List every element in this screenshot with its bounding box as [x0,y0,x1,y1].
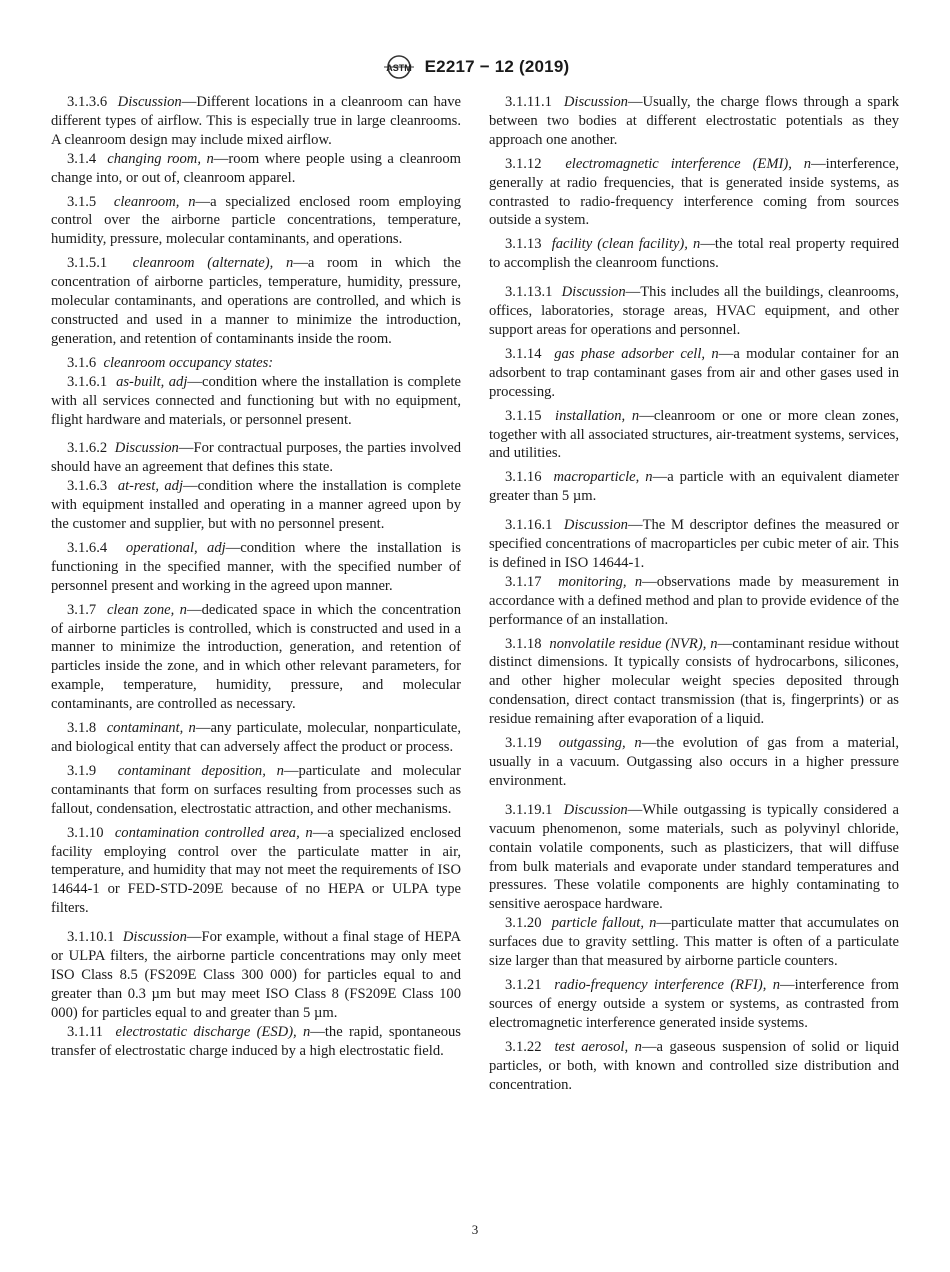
definition: 3.1.15 installation, n—cleanroom or one or more clean zones, together with all associated structures, air-treatment systems, services, and utilities. [489,407,899,462]
definition: 3.1.14 gas phase adsorber cell, n—a modular container for an adsorbent to trap contaminant gases from air and other gases used in processing. [489,345,899,400]
page-header [0,54,950,85]
svg-text:ASTM: ASTM [385,63,412,73]
page-number: 3 [471,1222,479,1237]
definition: 3.1.6.3 at-rest, adj—condition where the installation is complete with equipment installed and operating in a manner agreed upon by the customer and supplier, but with no personnel present. [51,478,462,533]
definition: 3.1.17 monitoring, n—observations made by measurement in accordance with a defined method and plan to provide evidence of the performance of an installation. [489,573,900,628]
definition: 3.1.11 electrostatic discharge (ESD), n—the rapid, spontaneous transfer of electrostatic charge induced by a high electrostatic field. [51,1023,461,1059]
definition: 3.1.16 macroparticle, n—a particle with an equivalent diameter greater than 5 µm. [489,469,899,505]
definition: 3.1.22 test aerosol, n—a gaseous suspension of solid or liquid particles, or both, with known and controlled size distribution and concentration. [489,1038,899,1093]
definition: 3.1.10.1 Discussion—For example, without a final stage of HEPA or ULPA filters, the airborne particle concentrations may only meet ISO Class 8.5 (FS209E Class 300 000) for particles equal to and greater than 0.3 µm but may meet ISO Class 8 (FS209E Class 100 000) for particles equal to and greater than 5 µm. [51,929,461,1021]
definition: 3.1.16.1 Discussion—The M descriptor defines the measured or specified concentrations of macroparticles per cubic meter of air. This is defined in ISO 14644-1. [489,517,899,571]
definition: 3.1.9 contaminant deposition, n—particulate and molecular contaminants that form on surfaces resulting from processes such as fallout, condensation, electrostatic attraction, and other mechanisms. [51,762,461,817]
definition: 3.1.12 electromagnetic interference (EMI), n—interference, generally at radio frequencies, that is generated inside systems, as contrasted to radio-frequency interference coming from sources outside a system. [489,155,899,229]
definition: 3.1.6 cleanroom occupancy states: [67,354,274,371]
definition: 3.1.19 outgassing, n—the evolution of gas from a material, usually in a vacuum. Outgassing also occurs in a higher pressure environment. [489,735,900,789]
definition: 3.1.5.1 cleanroom (alternate), n—a room in which the concentration of airborne particles, temperature, humidity, pressure, molecular contaminants, and operations are controlled, and which is constructed and used in a manner to minimize the introduction, generation, and retention of contaminants inside the room. [51,255,461,347]
definition: 3.1.13 facility (clean facility), n—the total real property required to accomplish the cleanroom functions. [489,236,900,272]
definition: 3.1.7 clean zone, n—dedicated space in which the concentration of airborne particles is controlled, which is constructed and used in a manner to minimize the introduction, generation, and retention of particles inside the zone, and in which other relevant parameters, for example, temperature, humidity, pressure, and molecular contaminants, are controlled as necessary. [51,601,462,713]
astm-logo-icon [381,54,417,80]
definition: 3.1.4 changing room, n—room where people using a cleanroom change into, or out of, cleanroom apparel. [51,150,461,186]
definition: 3.1.10 contamination controlled area, n—a specialized enclosed facility employing control over the particulate matter in air, temperature, and humidity that may not meet the requirements of ISO 14644-1 or FED-STD-209E because of no HEPA or ULPA type filters. [51,824,461,917]
document-id: E2217 − 12 (2019) [424,57,570,76]
definition: 3.1.13.1 Discussion—This includes all the buildings, cleanrooms, offices, laboratories, storage areas, HVAC equipment, and other support areas for operations and personnel. [489,284,899,338]
definition: 3.1.3.6 Discussion—Different locations in a cleanroom can have different types of airflow. This is especially true in large cleanrooms. A cleanroom design may include mixed airflow. [51,94,462,148]
definition: 3.1.11.1 Discussion—Usually, the charge flows through a spark between two bodies at different electrostatic potentials as they approach one another. [489,94,900,148]
definition: 3.1.5 cleanroom, n—a specialized enclosed room employing control over the airborne particle concentrations, temperature, humidity, pressure, molecular contaminants, and operations. [51,193,462,248]
definition: 3.1.19.1 Discussion—While outgassing is typically considered a vacuum phenomenon, some materials, such as polyvinyl chloride, contain volatile components, such as plasticizers, that will diffuse from bulk materials and evaporate under standard temperatures and pressures. These volatile components are highly contaminating to sensitive aerospace hardware. [489,801,899,913]
definition: 3.1.6.2 Discussion—For contractual purposes, the parties involved should have an agreement that defines this state. [51,440,462,476]
definition: 3.1.6.1 as-built, adj—condition where the installation is complete with all services connected and functioning but with no equipment, flight hardware and materials, or personnel present. [51,373,461,428]
left-column [51,93,461,1061]
definition: 3.1.18 nonvolatile residue (NVR), n—contaminant residue without distinct dimensions. It typically consists of hydrocarbons, silicones, and other higher molecular weight species deposited through condensation, direct contact transmission (that is, fingerprints) or as residue remaining after evaporation of a liquid. [489,635,899,728]
definition: 3.1.8 contaminant, n—any particulate, molecular, nonparticulate, and biological entity that can adversely affect the product or process. [51,720,462,755]
definition: 3.1.6.4 operational, adj—condition where the installation is functioning in the specified manner, with the specified number of personnel present and working in the agreed upon manner. [51,539,461,594]
definition: 3.1.20 particle fallout, n—particulate matter that accumulates on surfaces due to gravity settling. This matter is often of a particulate size larger than that measured by airborne particle counters. [489,915,899,970]
right-column [489,93,899,1094]
definition: 3.1.21 radio-frequency interference (RFI), n—interference from sources of energy outside a system or systems, as contrasted from electromagnetic interference generated inside systems. [489,976,900,1031]
